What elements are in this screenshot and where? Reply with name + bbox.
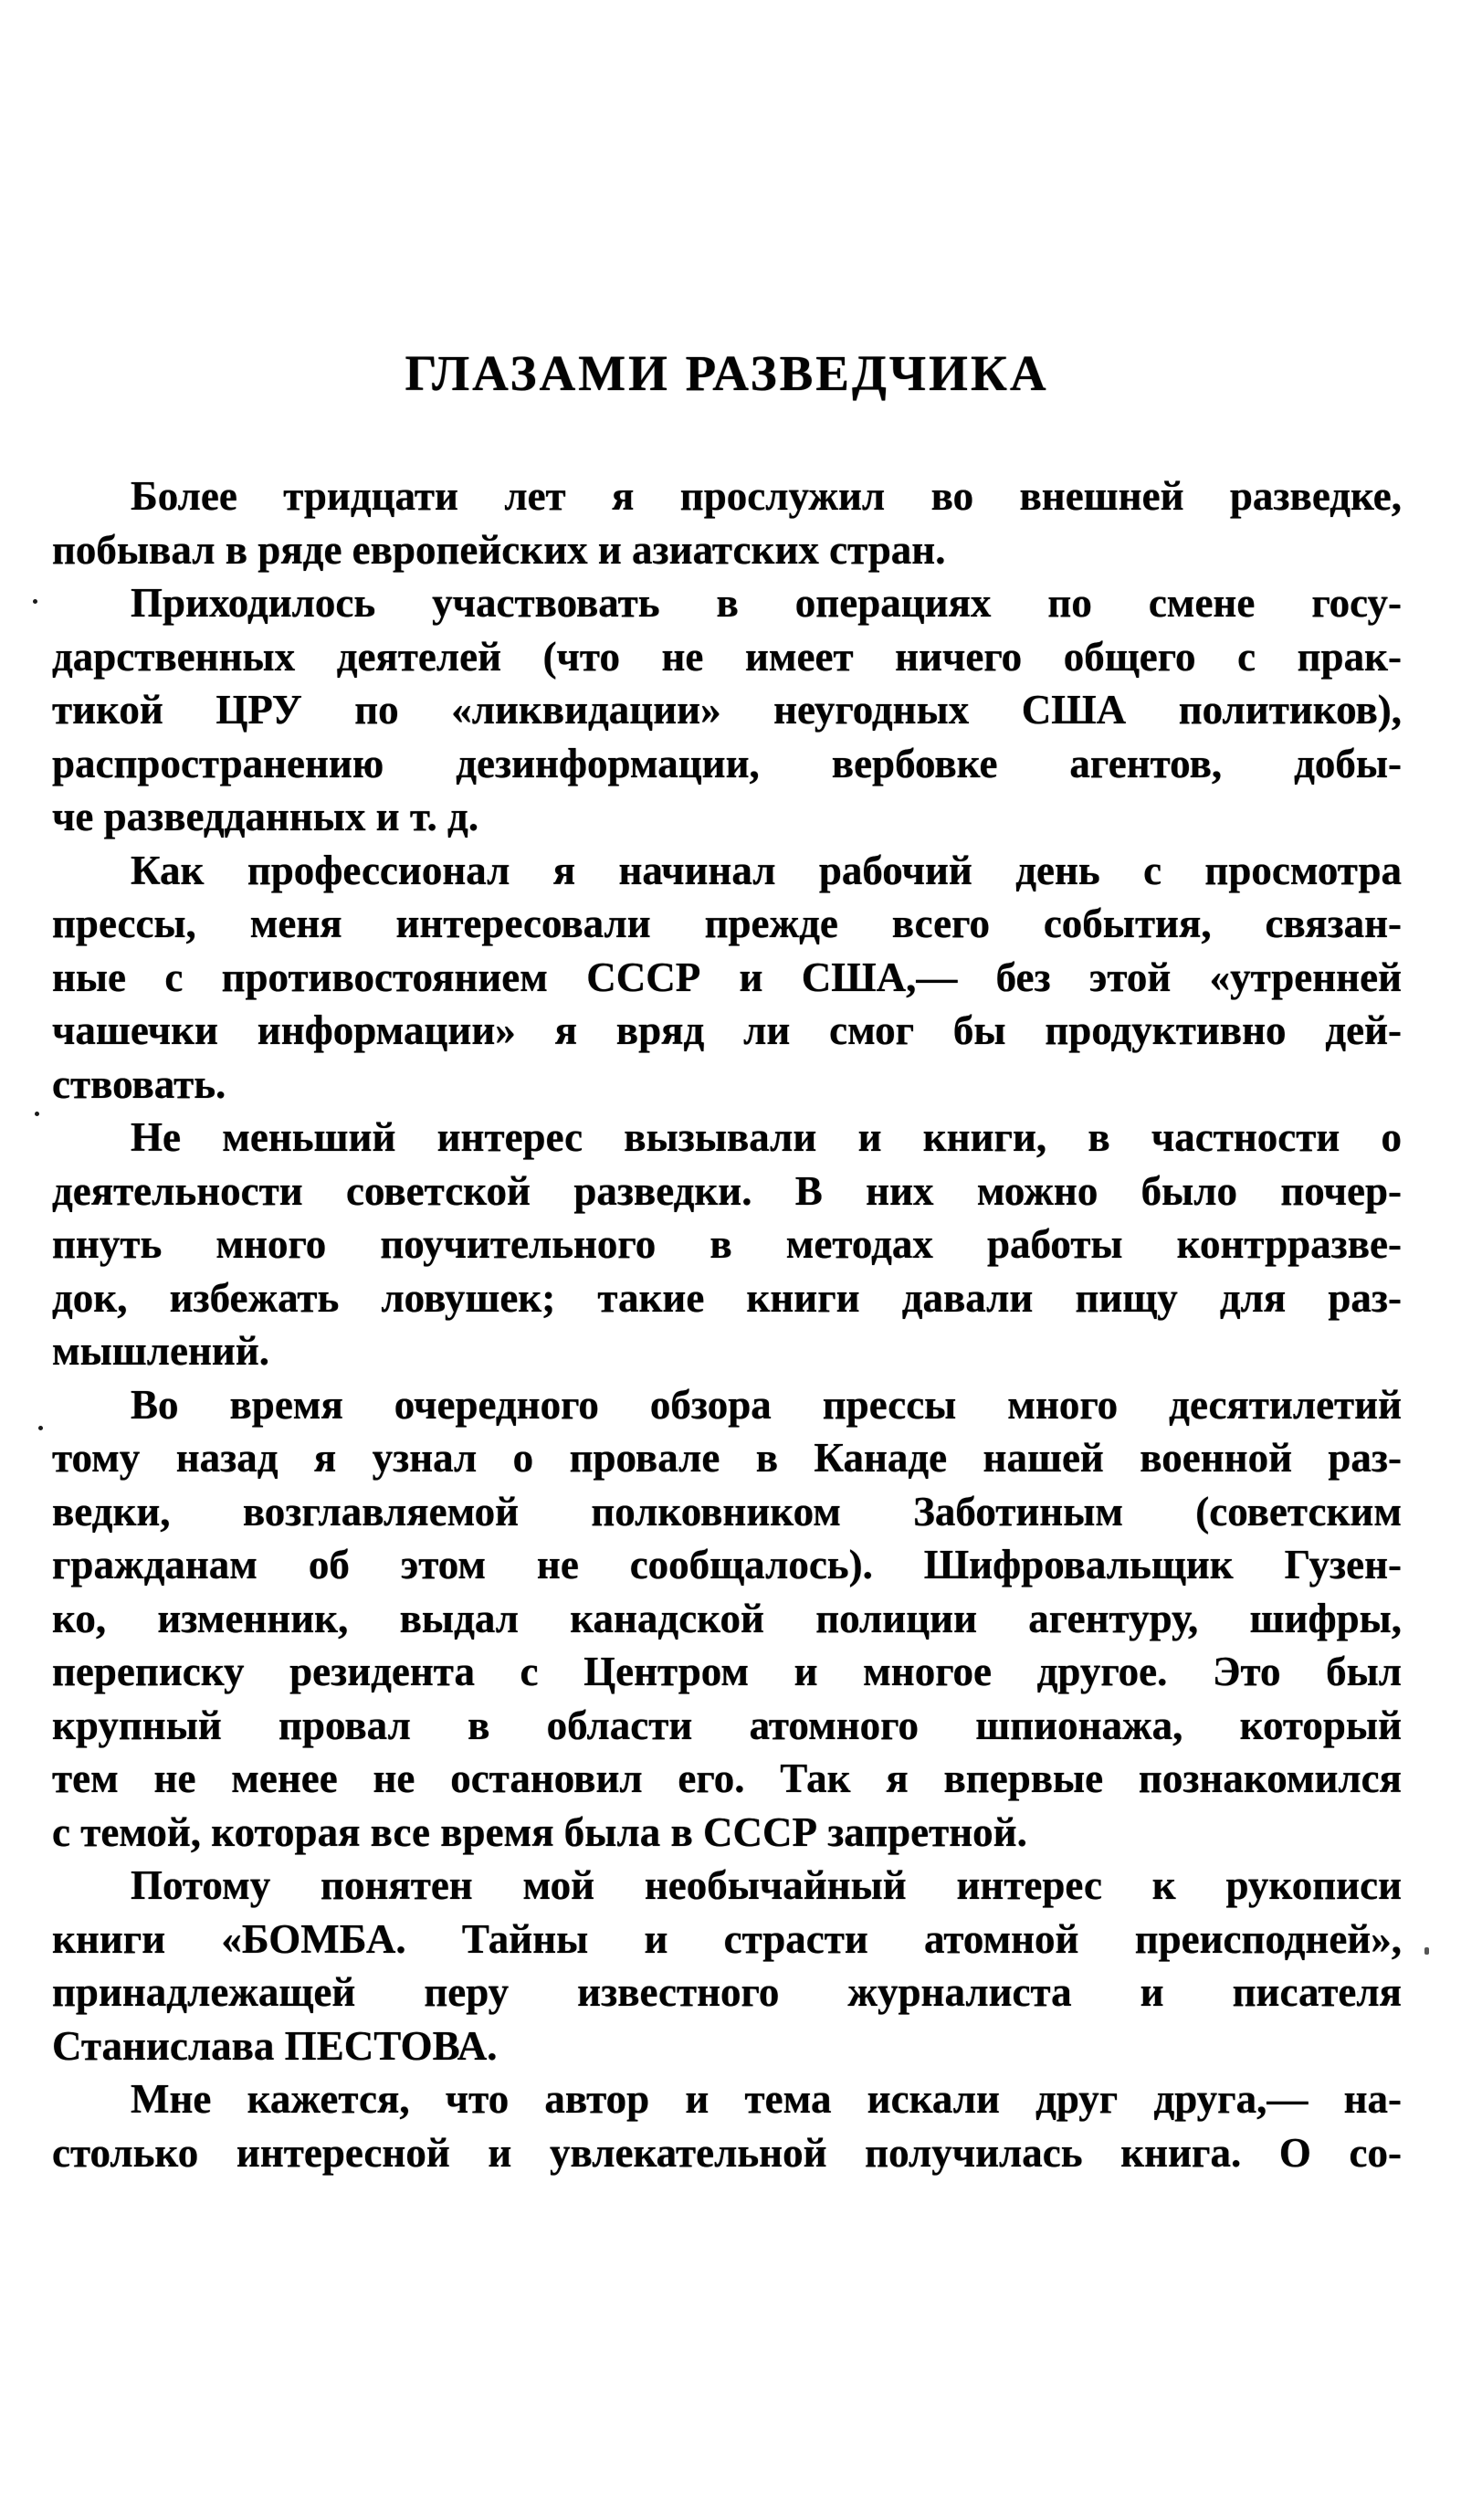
- text-line: гражданам об этом не сообщалось). Шифровальщик Гузен-: [52, 1542, 1402, 1587]
- text-line: чашечки информации» я вряд ли смог бы продуктивно дей-: [52, 1007, 1402, 1053]
- text-line: книги «БОМБА. Тайны и страсти атомной преисподней»,: [52, 1915, 1402, 1962]
- text-line: Приходилось участвовать в операциях по смене госу-: [131, 580, 1402, 626]
- paragraph: [52, 1378, 1402, 1860]
- text-line: ствовать.: [52, 1060, 226, 1107]
- page-content: [52, 345, 1402, 2179]
- text-line: столько интересной и увлекательной получилась книга. О со-: [52, 2129, 1402, 2176]
- chapter-title: ГЛАЗАМИ РАЗВЕДЧИКА: [405, 345, 1049, 401]
- text-line: дарственных деятелей (что не имеет ничего общего с прак-: [52, 633, 1402, 680]
- text-line: крупный провал в области атомного шпионажа, который: [52, 1702, 1402, 1748]
- scan-speck: [33, 599, 37, 604]
- text-line: че разведданных и т. д.: [52, 794, 479, 839]
- text-line: переписку резидента с Центром и многое другое. Это был: [52, 1649, 1402, 1694]
- paragraph: [52, 844, 1402, 1112]
- text-line: тем не менее не остановил его. Так я впервые познакомился: [52, 1756, 1402, 1801]
- paragraph: [52, 1111, 1402, 1378]
- text-line: Потому понятен мой необычайный интерес к рукописи: [131, 1862, 1402, 1908]
- text-line: тому назад я узнал о провале в Канаде нашей военной раз-: [52, 1435, 1402, 1481]
- text-line: пнуть много поучительного в методах работы контрразве-: [52, 1221, 1402, 1267]
- text-line: принадлежащей перу известного журналиста и писателя: [52, 1969, 1402, 2015]
- scan-speck: [35, 1112, 39, 1116]
- text-line: ведки, возглавляемой полковником Заботиным (советским: [52, 1488, 1402, 1534]
- paragraph: [52, 576, 1402, 844]
- text-line: Как профессионал я начинал рабочий день с просмотра: [131, 847, 1402, 893]
- scan-speck: [38, 1426, 43, 1430]
- text-line: побывал в ряде европейских и азиатских стран.: [52, 526, 946, 573]
- text-line: ко, изменник, выдал канадской полиции агентуру, шифры,: [52, 1595, 1402, 1641]
- text-line: тикой ЦРУ по «ликвидации» неугодных США политиков),: [52, 687, 1402, 733]
- text-line: Во время очередного обзора прессы много десятилетий: [131, 1381, 1402, 1428]
- paragraph: [52, 2072, 1402, 2179]
- text-line: мышлений.: [52, 1328, 270, 1374]
- text-line: Не меньший интерес вызывали и книги, в частности о: [131, 1114, 1402, 1160]
- text-line: распространению дезинформации, вербовке агентов, добы-: [52, 740, 1402, 786]
- text-line: Мне кажется, что автор и тема искали друг друга,— на-: [131, 2076, 1402, 2122]
- paragraph: [52, 469, 1402, 576]
- text-line: док, избежать ловушек; такие книги давали пищу для раз-: [52, 1274, 1402, 1321]
- text-line: прессы, меня интересовали прежде всего события, связан-: [52, 901, 1402, 946]
- text-line: деятельности советской разведки. В них можно было почер-: [52, 1167, 1402, 1214]
- text-line: Более тридцати лет я прослужил во внешней разведке,: [131, 473, 1402, 519]
- text-line: ные с противостоянием СССР и США,— без этой «утренней: [52, 954, 1402, 1000]
- scan-speck: [1424, 1947, 1429, 1955]
- text-line: Станислава ПЕСТОВА.: [52, 2022, 498, 2069]
- page-body: [52, 469, 1402, 2179]
- paragraph: [52, 1859, 1402, 2072]
- text-line: с темой, которая все время была в СССР запретной.: [52, 1808, 1027, 1855]
